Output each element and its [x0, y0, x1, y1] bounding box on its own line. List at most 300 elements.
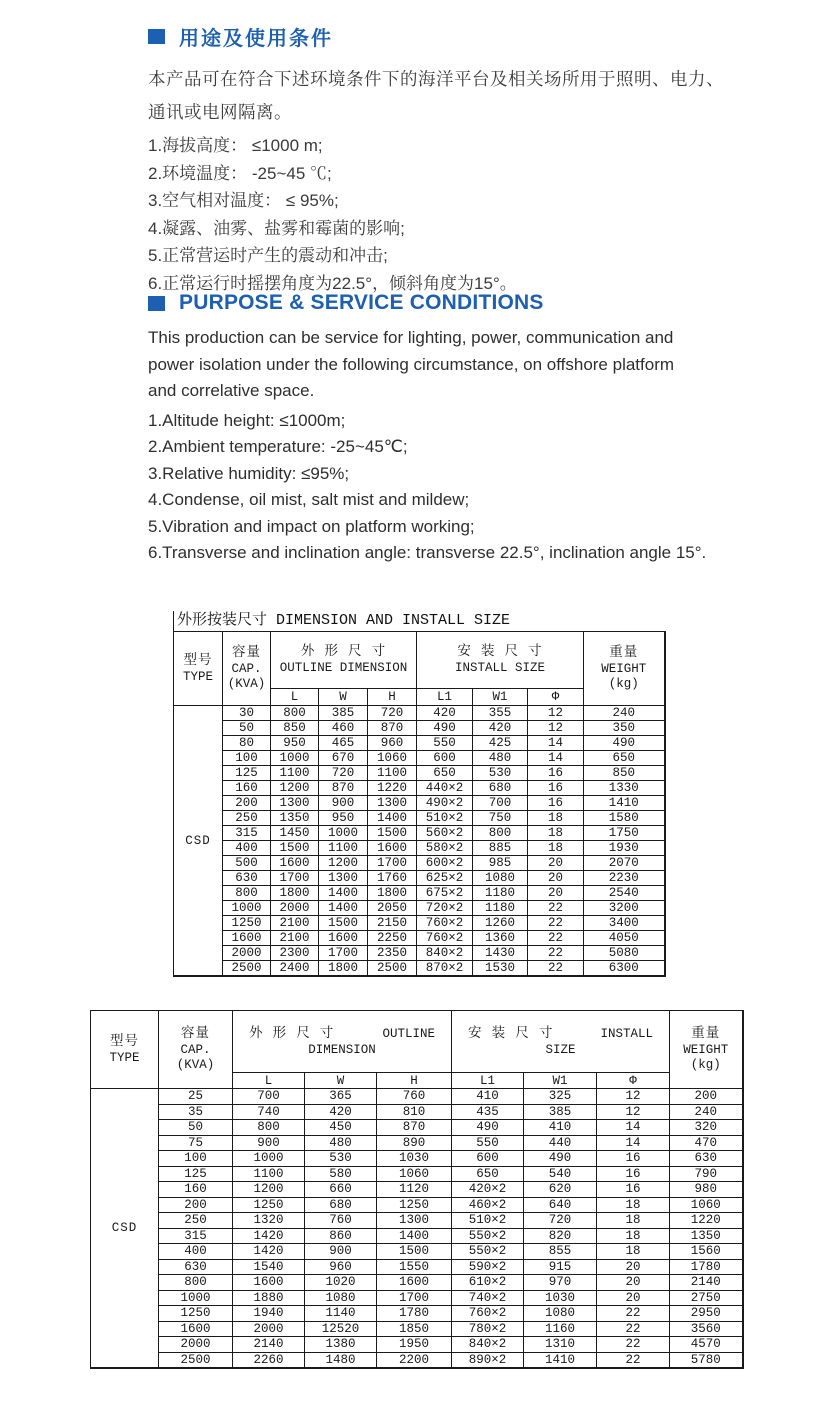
- table-cell: 1330: [584, 781, 665, 796]
- th-outline-line1: [233, 1026, 451, 1043]
- table-cell: 780×2: [452, 1321, 524, 1337]
- table-cell: 75: [159, 1135, 233, 1151]
- table-cell: 1500: [377, 1244, 452, 1260]
- table-row: [174, 871, 665, 886]
- table-cell: 860: [305, 1228, 377, 1244]
- table-cell: 750: [473, 811, 528, 826]
- table-cell: 700: [473, 796, 528, 811]
- condition-item: 5.Vibration and impact on platform working;: [148, 516, 475, 536]
- table-cell: 1300: [368, 796, 417, 811]
- table-cell: 18: [528, 811, 584, 826]
- table-row: [174, 856, 665, 871]
- table-cell: 490: [452, 1120, 524, 1136]
- table-cell: 680: [473, 781, 528, 796]
- table-cell: 680: [305, 1197, 377, 1213]
- table-cell: 890×2: [452, 1352, 524, 1368]
- table-cell: 1400: [319, 886, 368, 901]
- table-cell: 630: [670, 1151, 743, 1167]
- table-cell: 200: [159, 1197, 233, 1213]
- table-cell: 1360: [473, 931, 528, 946]
- table-cell: 1500: [319, 916, 368, 931]
- th-outline-en2: DIMENSION: [308, 1042, 376, 1057]
- table-cell: 2000: [271, 901, 319, 916]
- table-cell: 200: [223, 796, 271, 811]
- table-cell: 440: [524, 1135, 597, 1151]
- table-row: [174, 826, 665, 841]
- table-cell: 160: [223, 781, 271, 796]
- table-cell: 320: [670, 1120, 743, 1136]
- table-cell: 1060: [670, 1197, 743, 1213]
- table-cell: 600: [417, 751, 473, 766]
- th-install-line1: [452, 1026, 669, 1043]
- table-cell: 1180: [473, 886, 528, 901]
- table-cell: 580×2: [417, 841, 473, 856]
- section-marker-icon: [148, 296, 165, 311]
- th-capacity-unit: (KVA): [176, 1058, 215, 1072]
- table-cell: 500: [223, 856, 271, 871]
- th-outline: [271, 632, 417, 689]
- table-cell: 16: [597, 1182, 670, 1198]
- table-row: [174, 721, 665, 736]
- table-cell: 460: [319, 721, 368, 736]
- section-en-header: [148, 291, 828, 315]
- section-en-intro: [148, 325, 828, 405]
- table-cell: 365: [305, 1089, 377, 1105]
- table-row: [174, 961, 665, 977]
- table-cell: 16: [528, 766, 584, 781]
- table-cell: 14: [597, 1120, 670, 1136]
- table-cell: 950: [319, 811, 368, 826]
- table-cell: 1000: [159, 1290, 233, 1306]
- table-cell: 435: [452, 1104, 524, 1120]
- table-cell: 355: [473, 706, 528, 721]
- table-cell: 550: [417, 736, 473, 751]
- table-cell: 960: [368, 736, 417, 751]
- table-cell: 250: [159, 1213, 233, 1229]
- table-row: [91, 1244, 743, 1260]
- table-cell: 640: [524, 1197, 597, 1213]
- table-cell: 720: [319, 766, 368, 781]
- th-sub-w: W: [305, 1073, 377, 1089]
- table-cell: 14: [528, 736, 584, 751]
- table-cell: 1260: [473, 916, 528, 931]
- section-en: [148, 291, 828, 567]
- th-install: [417, 632, 584, 689]
- table-cell: 2260: [233, 1352, 305, 1368]
- table-cell: 22: [597, 1306, 670, 1322]
- table-cell: 530: [305, 1151, 377, 1167]
- table-cell: 2100: [271, 916, 319, 931]
- table-cell: 18: [597, 1197, 670, 1213]
- table-cell: 850: [271, 721, 319, 736]
- table-cell: 820: [524, 1228, 597, 1244]
- table-cell: 240: [584, 706, 665, 721]
- section-en-title: PURPOSE & SERVICE CONDITIONS: [179, 291, 544, 314]
- table-cell: 1780: [670, 1259, 743, 1275]
- table-cell: 125: [223, 766, 271, 781]
- table-cell: 25: [159, 1089, 233, 1105]
- table-cell: 630: [159, 1259, 233, 1275]
- table-cell: 12: [597, 1104, 670, 1120]
- table-cell: 420: [305, 1104, 377, 1120]
- table-cell: 650: [417, 766, 473, 781]
- dimension-table-2: [90, 1010, 744, 1369]
- intro-line: and correlative space.: [148, 381, 315, 400]
- th-weight: [670, 1011, 743, 1089]
- table-cell: 1600: [319, 931, 368, 946]
- table-cell: 2070: [584, 856, 665, 871]
- table-cell: 1100: [271, 766, 319, 781]
- intro-line: This production can be service for lighting, power, communication and: [148, 328, 674, 347]
- table-cell: 620: [524, 1182, 597, 1198]
- table-cell: 16: [528, 796, 584, 811]
- table-row: [174, 946, 665, 961]
- condition-item: 2.Ambient temperature: -25~45℃;: [148, 437, 408, 456]
- conditions-list-en: [148, 408, 828, 567]
- table-cell: 22: [528, 961, 584, 977]
- condition-item: 3.Relative humidity: ≤95%;: [148, 463, 350, 483]
- section-cn-title: 用途及使用条件: [179, 28, 333, 50]
- table-cell: 2230: [584, 871, 665, 886]
- th-sub-w1: W1: [473, 689, 528, 706]
- th-weight-unit: (kg): [608, 677, 639, 691]
- table-cell: 1200: [233, 1182, 305, 1198]
- table-cell: 760: [305, 1213, 377, 1229]
- table-cell: 1480: [305, 1352, 377, 1368]
- th-install-en2: SIZE: [545, 1042, 576, 1057]
- table-cell: 400: [223, 841, 271, 856]
- table-cell: 1400: [319, 901, 368, 916]
- table-cell: 1410: [524, 1352, 597, 1368]
- table-cell: 2500: [368, 961, 417, 977]
- condition-item: 6.Transverse and inclination angle: transverse 22.5°, inclination angle 15°.: [148, 543, 707, 562]
- table-cell: 2150: [368, 916, 417, 931]
- table-row: [91, 1182, 743, 1198]
- th-weight: [584, 632, 665, 706]
- table-cell: 410: [452, 1089, 524, 1105]
- table-cell: 1250: [223, 916, 271, 931]
- table-cell: 3400: [584, 916, 665, 931]
- table-cell: 900: [305, 1244, 377, 1260]
- table-cell: 760×2: [417, 916, 473, 931]
- table-cell: 30: [223, 706, 271, 721]
- table-row: [91, 1290, 743, 1306]
- table-cell: 2750: [670, 1290, 743, 1306]
- th-outline-cn: 外 形 尺 寸: [249, 1026, 335, 1042]
- table-cell: 100: [223, 751, 271, 766]
- table-cell: 1950: [377, 1337, 452, 1353]
- th-type-en: TYPE: [182, 669, 213, 684]
- dimension-table-1: [173, 631, 666, 977]
- table-row: [91, 1275, 743, 1291]
- table-cell: 1760: [368, 871, 417, 886]
- th-weight-unit: (kg): [690, 1058, 721, 1072]
- table-cell: 1540: [233, 1259, 305, 1275]
- table-cell: 14: [597, 1135, 670, 1151]
- table-cell: 1080: [473, 871, 528, 886]
- table-cell: 50: [223, 721, 271, 736]
- th-type: [91, 1011, 159, 1089]
- table-cell: 425: [473, 736, 528, 751]
- table-cell: 870×2: [417, 961, 473, 977]
- condition-item: 4.Condense, oil mist, salt mist and mildew;: [148, 490, 470, 509]
- table-cell: 1060: [377, 1166, 452, 1182]
- table2-block: [90, 1010, 744, 1369]
- table-cell: 385: [524, 1104, 597, 1120]
- table-cell: 985: [473, 856, 528, 871]
- table-cell: 18: [597, 1213, 670, 1229]
- table-row: [91, 1213, 743, 1229]
- table-cell: 885: [473, 841, 528, 856]
- type-cell: CSD: [91, 1089, 159, 1368]
- table-cell: 1450: [271, 826, 319, 841]
- table-cell: 1880: [233, 1290, 305, 1306]
- section-marker-icon: [148, 29, 165, 44]
- table-cell: 20: [528, 871, 584, 886]
- table-cell: 1030: [377, 1151, 452, 1167]
- table-cell: 1300: [271, 796, 319, 811]
- type-cell: CSD: [174, 706, 223, 977]
- th-install: [452, 1011, 670, 1073]
- table-cell: 700: [233, 1089, 305, 1105]
- table-cell: 870: [319, 781, 368, 796]
- th-install-en: INSTALL: [600, 1026, 654, 1041]
- table-cell: 12: [528, 706, 584, 721]
- th-capacity-en: CAP.: [231, 662, 262, 676]
- table-cell: 12: [528, 721, 584, 736]
- table-cell: 790: [670, 1166, 743, 1182]
- table-cell: 1800: [319, 961, 368, 977]
- th-capacity-cn: 容量: [181, 1027, 210, 1042]
- table-row: [91, 1228, 743, 1244]
- th-type-cn: 型号: [183, 653, 213, 669]
- table-cell: 20: [597, 1275, 670, 1291]
- table-cell: 1420: [233, 1228, 305, 1244]
- th-weight-cn: 重量: [609, 646, 639, 661]
- table-cell: 650: [584, 751, 665, 766]
- table-cell: 20: [528, 856, 584, 871]
- th-capacity-en: CAP.: [180, 1043, 211, 1057]
- table-cell: 350: [584, 721, 665, 736]
- table-cell: 1700: [377, 1290, 452, 1306]
- table-cell: 720: [524, 1213, 597, 1229]
- table-cell: 650: [452, 1166, 524, 1182]
- table-row: [174, 841, 665, 856]
- table-cell: 560×2: [417, 826, 473, 841]
- table-cell: 550×2: [452, 1244, 524, 1260]
- table-cell: 1300: [319, 871, 368, 886]
- table-row: [91, 1151, 743, 1167]
- table-cell: 490: [524, 1151, 597, 1167]
- th-install-en: INSTALL SIZE: [455, 661, 546, 675]
- table-cell: 2350: [368, 946, 417, 961]
- th-sub-w: W: [319, 689, 368, 706]
- table-cell: 1100: [233, 1166, 305, 1182]
- table-row: [174, 766, 665, 781]
- table-cell: 840×2: [417, 946, 473, 961]
- table-cell: 1120: [377, 1182, 452, 1198]
- table-row: [91, 1337, 743, 1353]
- table-cell: 760×2: [417, 931, 473, 946]
- table-cell: 1940: [233, 1306, 305, 1322]
- table-cell: 22: [528, 901, 584, 916]
- table-row: [174, 931, 665, 946]
- table-cell: 1200: [271, 781, 319, 796]
- table-cell: 490: [584, 736, 665, 751]
- th-sub-w1: W1: [524, 1073, 597, 1089]
- th-outline: [233, 1011, 452, 1073]
- table-row: [174, 796, 665, 811]
- table-cell: 1430: [473, 946, 528, 961]
- table-cell: 1250: [377, 1197, 452, 1213]
- table-cell: 580: [305, 1166, 377, 1182]
- table-cell: 16: [597, 1151, 670, 1167]
- table-cell: 840×2: [452, 1337, 524, 1353]
- table-cell: 80: [223, 736, 271, 751]
- table-cell: 510×2: [417, 811, 473, 826]
- th-outline-en: OUTLINE: [382, 1026, 436, 1041]
- th-sub-phi: Φ: [528, 689, 584, 706]
- table-cell: 22: [597, 1337, 670, 1353]
- table-cell: 1180: [473, 901, 528, 916]
- table-cell: 2200: [377, 1352, 452, 1368]
- intro-line: power isolation under the following circumstance, on offshore platform: [148, 354, 675, 374]
- table-cell: 950: [271, 736, 319, 751]
- table-cell: 2250: [368, 931, 417, 946]
- table-row: [174, 781, 665, 796]
- table-row: [91, 1135, 743, 1151]
- table-cell: 160: [159, 1182, 233, 1198]
- table-cell: 1400: [377, 1228, 452, 1244]
- table-cell: 420×2: [452, 1182, 524, 1198]
- condition-item: 3.空气相对温度： ≤ 95%;: [148, 191, 339, 211]
- table-cell: 1350: [670, 1228, 743, 1244]
- table-cell: 1100: [368, 766, 417, 781]
- th-sub-h: H: [377, 1073, 452, 1089]
- table-cell: 2000: [233, 1321, 305, 1337]
- table-cell: 1030: [524, 1290, 597, 1306]
- table-cell: 1800: [368, 886, 417, 901]
- table-cell: 610×2: [452, 1275, 524, 1291]
- table-cell: 760: [377, 1089, 452, 1105]
- table-cell: 2050: [368, 901, 417, 916]
- table-cell: 855: [524, 1244, 597, 1260]
- table-cell: 1530: [473, 961, 528, 977]
- table-cell: 1600: [223, 931, 271, 946]
- th-sub-l1: L1: [452, 1073, 524, 1089]
- table-cell: 590×2: [452, 1259, 524, 1275]
- table-cell: 870: [377, 1120, 452, 1136]
- table-cell: 980: [670, 1182, 743, 1198]
- table-row: [174, 916, 665, 931]
- table-cell: 2140: [233, 1337, 305, 1353]
- th-weight-en: WEIGHT: [683, 1043, 729, 1057]
- th-outline-cn: 外 形 尺 寸: [300, 645, 387, 660]
- table-row: [91, 1321, 743, 1337]
- table-cell: 1250: [233, 1197, 305, 1213]
- table-cell: 900: [233, 1135, 305, 1151]
- table2-header-row: [91, 1011, 743, 1073]
- table-cell: 1600: [368, 841, 417, 856]
- table-row: [91, 1306, 743, 1322]
- table-cell: 1420: [233, 1244, 305, 1260]
- table-cell: 22: [597, 1321, 670, 1337]
- table-cell: 460×2: [452, 1197, 524, 1213]
- table-cell: 800: [233, 1120, 305, 1136]
- table-cell: 315: [159, 1228, 233, 1244]
- table-cell: 660: [305, 1182, 377, 1198]
- table-cell: 600×2: [417, 856, 473, 871]
- table-cell: 1580: [584, 811, 665, 826]
- table-cell: 1140: [305, 1306, 377, 1322]
- table-cell: 900: [319, 796, 368, 811]
- table-cell: 100: [159, 1151, 233, 1167]
- table-cell: 2500: [223, 961, 271, 977]
- table-row: [174, 706, 665, 721]
- table-cell: 240: [670, 1104, 743, 1120]
- table-cell: 1160: [524, 1321, 597, 1337]
- table-cell: 18: [528, 826, 584, 841]
- th-capacity-cn: 容量: [232, 646, 261, 661]
- table-cell: 465: [319, 736, 368, 751]
- table-cell: 870: [368, 721, 417, 736]
- table-cell: 915: [524, 1259, 597, 1275]
- table-cell: 1000: [271, 751, 319, 766]
- table-row: [91, 1120, 743, 1136]
- th-sub-l1: L1: [417, 689, 473, 706]
- intro-line: 本产品可在符合下述环境条件下的海洋平台及相关场所用于照明、电力、: [148, 69, 724, 89]
- table-cell: 1000: [319, 826, 368, 841]
- table-cell: 440×2: [417, 781, 473, 796]
- table-cell: 1320: [233, 1213, 305, 1229]
- th-install-cn: 安 装 尺 寸: [457, 645, 543, 660]
- table-cell: 1500: [271, 841, 319, 856]
- th-type-cn: 型号: [110, 1034, 139, 1050]
- table-cell: 1020: [305, 1275, 377, 1291]
- table-cell: 1220: [670, 1213, 743, 1229]
- table1-header-row: [174, 632, 665, 689]
- table-cell: 740×2: [452, 1290, 524, 1306]
- table-cell: 1000: [233, 1151, 305, 1167]
- table-cell: 1000: [223, 901, 271, 916]
- th-capacity: [223, 632, 271, 706]
- table-cell: 600: [452, 1151, 524, 1167]
- table-cell: 2140: [670, 1275, 743, 1291]
- table-row: [174, 901, 665, 916]
- condition-item: 6.正常运行时摇摆角度为22.5°，倾斜角度为15°。: [148, 273, 517, 293]
- table-cell: 35: [159, 1104, 233, 1120]
- table-cell: 540: [524, 1166, 597, 1182]
- table-row: [91, 1197, 743, 1213]
- table-cell: 5080: [584, 946, 665, 961]
- table-cell: 470: [670, 1135, 743, 1151]
- table-cell: 5780: [670, 1352, 743, 1368]
- table-cell: 16: [528, 781, 584, 796]
- table-cell: 550×2: [452, 1228, 524, 1244]
- table-cell: 22: [528, 946, 584, 961]
- table-cell: 22: [528, 931, 584, 946]
- table-cell: 1350: [271, 811, 319, 826]
- table-cell: 200: [670, 1089, 743, 1105]
- table-cell: 1500: [368, 826, 417, 841]
- table-cell: 4050: [584, 931, 665, 946]
- table-row: [91, 1259, 743, 1275]
- table-cell: 12520: [305, 1321, 377, 1337]
- table-cell: 1100: [319, 841, 368, 856]
- th-type-en: TYPE: [109, 1050, 140, 1065]
- table-cell: 490×2: [417, 796, 473, 811]
- th-sub-h: H: [368, 689, 417, 706]
